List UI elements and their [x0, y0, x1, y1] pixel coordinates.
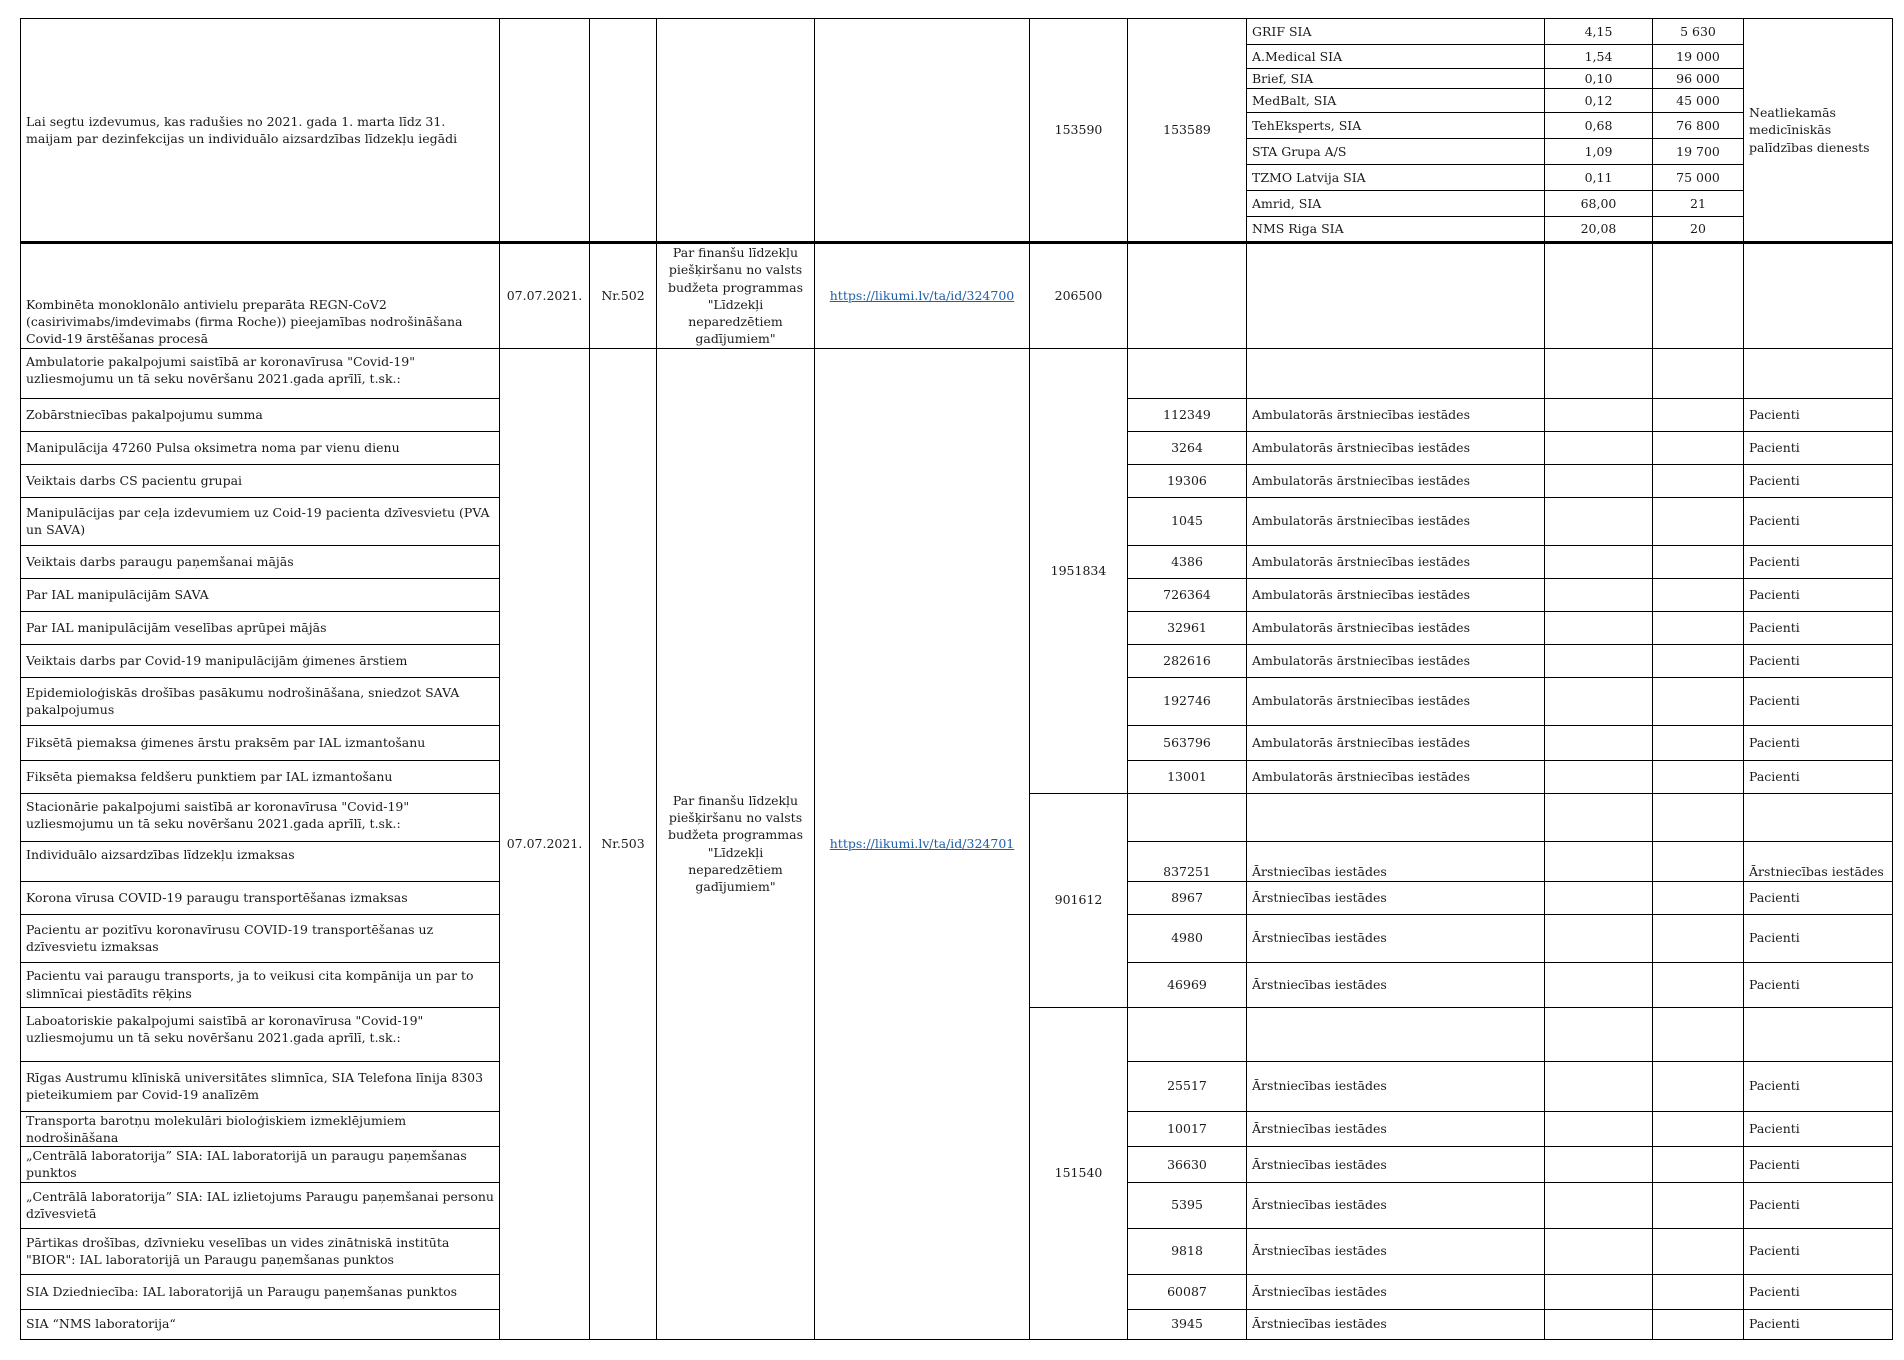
qty-cell	[1653, 497, 1744, 545]
line-item-desc: Pacientu ar pozitīvu koronavīrusu COVID-19 transportēšanas uz dzīvesvietu izmaksas	[21, 914, 500, 962]
line-item-beneficiary: Pacienti	[1744, 881, 1893, 914]
row-description: Lai segtu izdevumus, kas radušies no 2021. gada 1. marta līdz 31. maijam par dezinfekcijas un individuālo aizsardzības līdzekļu iegādi	[21, 19, 500, 243]
line-item-amount: 13001	[1128, 760, 1247, 793]
line-item-amount: 4386	[1128, 545, 1247, 578]
price-cell	[1545, 1182, 1653, 1228]
line-item-institution: Ambulatorās ārstniecības iestādes	[1247, 545, 1545, 578]
price-cell	[1545, 431, 1653, 464]
supplier-price: 20,08	[1545, 217, 1653, 243]
supplier-qty: 76 800	[1653, 113, 1744, 139]
line-item-beneficiary: Pacienti	[1744, 962, 1893, 1007]
supplier-price: 0,10	[1545, 69, 1653, 89]
price-cell	[1545, 611, 1653, 644]
qty-cell	[1653, 348, 1744, 398]
qty-cell	[1653, 1007, 1744, 1061]
line-item-amount: 46969	[1128, 962, 1247, 1007]
line-item-amount: 5395	[1128, 1182, 1247, 1228]
decision-title: Par finanšu līdzekļu piešķiršanu no valsts budžeta programmas "Līdzekļi neparedzētiem gadījumiem"	[657, 348, 815, 1339]
recipient-cell	[1744, 243, 1893, 349]
price-cell	[1545, 1309, 1653, 1339]
supplier-price: 1,54	[1545, 45, 1653, 69]
line-item-institution: Ambulatorās ārstniecības iestādes	[1247, 725, 1545, 760]
line-item-amount: 36630	[1128, 1147, 1247, 1183]
qty-cell	[1653, 914, 1744, 962]
price-cell	[1545, 841, 1653, 881]
supplier-name: TZMO Latvija SIA	[1247, 165, 1545, 191]
price-cell	[1545, 243, 1653, 349]
supplier-name: Brief, SIA	[1247, 69, 1545, 89]
qty-cell	[1653, 431, 1744, 464]
line-item-amount: 563796	[1128, 725, 1247, 760]
line-item-amount: 32961	[1128, 611, 1247, 644]
qty-cell	[1653, 464, 1744, 497]
amount-cell	[1128, 793, 1247, 841]
line-item-desc: Pārtikas drošības, dzīvnieku veselības un vides zinātniskā institūta "BIOR": IAL laboratorijā un Paraugu paņemšanas punktos	[21, 1228, 500, 1274]
line-item-amount: 9818	[1128, 1228, 1247, 1274]
qty-cell	[1653, 578, 1744, 611]
line-item-institution: Ārstniecības iestādes	[1247, 1147, 1545, 1183]
qty-cell	[1653, 1147, 1744, 1183]
supplier-name: Amrid, SIA	[1247, 191, 1545, 217]
line-item-beneficiary: Pacienti	[1744, 644, 1893, 677]
line-item-desc: Veiktais darbs paraugu paņemšanai mājās	[21, 545, 500, 578]
qty-cell	[1653, 1309, 1744, 1339]
price-cell	[1545, 677, 1653, 725]
decision-link[interactable]: https://likumi.lv/ta/id/324701	[829, 835, 1015, 851]
price-cell	[1545, 760, 1653, 793]
total-amount: 153590	[1030, 19, 1128, 243]
line-item-institution: Ārstniecības iestādes	[1247, 1228, 1545, 1274]
qty-cell	[1653, 243, 1744, 349]
line-item-beneficiary: Pacienti	[1744, 1182, 1893, 1228]
qty-cell	[1653, 881, 1744, 914]
line-item-beneficiary: Pacienti	[1744, 914, 1893, 962]
beneficiary-cell	[1744, 1007, 1893, 1061]
price-cell	[1545, 398, 1653, 431]
line-item-desc: Rīgas Austrumu klīniskā universitātes slimnīca, SIA Telefona līnija 8303 pieteikumiem par Covid-19 analīzēm	[21, 1061, 500, 1111]
institution-cell	[1247, 793, 1545, 841]
price-cell	[1545, 914, 1653, 962]
line-item-beneficiary: Pacienti	[1744, 1274, 1893, 1309]
line-item-institution: Ambulatorās ārstniecības iestādes	[1247, 398, 1545, 431]
line-item-beneficiary: Pacienti	[1744, 760, 1893, 793]
line-item-beneficiary: Pacienti	[1744, 725, 1893, 760]
decision-link[interactable]: https://likumi.lv/ta/id/324700	[829, 288, 1015, 304]
line-item-beneficiary: Pacienti	[1744, 545, 1893, 578]
line-item-institution: Ambulatorās ārstniecības iestādes	[1247, 611, 1545, 644]
line-item-desc: Veiktais darbs CS pacientu grupai	[21, 464, 500, 497]
qty-cell	[1653, 841, 1744, 881]
line-item-amount: 8967	[1128, 881, 1247, 914]
line-item-amount: 60087	[1128, 1274, 1247, 1309]
qty-cell	[1653, 725, 1744, 760]
line-item-desc: Epidemioloģiskās drošības pasākumu nodrošināšana, sniedzot SAVA pakalpojumus	[21, 677, 500, 725]
amount-cell	[1128, 348, 1247, 398]
line-item-institution: Ambulatorās ārstniecības iestādes	[1247, 644, 1545, 677]
line-item-amount: 837251	[1128, 841, 1247, 881]
price-cell	[1545, 1061, 1653, 1111]
decision-title: Par finanšu līdzekļu piešķiršanu no valsts budžeta programmas "Līdzekļi neparedzētiem gadījumiem"	[657, 243, 815, 349]
price-cell	[1545, 962, 1653, 1007]
line-item-beneficiary: Pacienti	[1744, 431, 1893, 464]
price-cell	[1545, 725, 1653, 760]
qty-cell	[1653, 1061, 1744, 1111]
institution-cell	[1247, 1007, 1545, 1061]
price-cell	[1545, 1147, 1653, 1183]
spent-amount: 153589	[1128, 19, 1247, 243]
line-item-institution: Ārstniecības iestādes	[1247, 962, 1545, 1007]
supplier-qty: 5 630	[1653, 19, 1744, 45]
supplier-qty: 19 700	[1653, 139, 1744, 165]
supplier-price: 0,12	[1545, 89, 1653, 113]
line-item-institution: Ārstniecības iestādes	[1247, 1182, 1545, 1228]
line-item-beneficiary: Pacienti	[1744, 464, 1893, 497]
price-cell	[1545, 545, 1653, 578]
price-cell	[1545, 793, 1653, 841]
price-cell	[1545, 578, 1653, 611]
spent-amount	[1128, 243, 1247, 349]
supplier-qty: 75 000	[1653, 165, 1744, 191]
price-cell	[1545, 644, 1653, 677]
line-item-beneficiary: Pacienti	[1744, 1309, 1893, 1339]
line-item-beneficiary: Pacienti	[1744, 1147, 1893, 1183]
line-item-desc: „Centrālā laboratorija” SIA: IAL izlietojums Paraugu paņemšanai personu dzīvesvietā	[21, 1182, 500, 1228]
line-item-desc: Manipulācijas par ceļa izdevumiem uz Coid-19 pacienta dzīvesvietu (PVA un SAVA)	[21, 497, 500, 545]
line-item-institution: Ārstniecības iestādes	[1247, 841, 1545, 881]
line-item-beneficiary: Pacienti	[1744, 497, 1893, 545]
institution-cell	[1247, 348, 1545, 398]
supplier-qty: 96 000	[1653, 69, 1744, 89]
supplier-name: NMS Riga SIA	[1247, 217, 1545, 243]
line-item-desc: „Centrālā laboratorija” SIA: IAL laboratorijā un paraugu paņemšanas punktos	[21, 1147, 500, 1183]
qty-cell	[1653, 545, 1744, 578]
line-item-desc: Pacientu vai paraugu transports, ja to veikusi cita kompānija un par to slimnīcai piestādīts rēķins	[21, 962, 500, 1007]
price-cell	[1545, 497, 1653, 545]
number-cell	[590, 19, 657, 243]
link-cell	[815, 19, 1030, 243]
supplier-price: 4,15	[1545, 19, 1653, 45]
line-item-desc: Par IAL manipulācijām veselības aprūpei mājās	[21, 611, 500, 644]
decision-date: 07.07.2021.	[500, 348, 590, 1339]
qty-cell	[1653, 611, 1744, 644]
qty-cell	[1653, 1228, 1744, 1274]
line-item-desc: Korona vīrusa COVID-19 paraugu transportēšanas izmaksas	[21, 881, 500, 914]
qty-cell	[1653, 398, 1744, 431]
date-cell	[500, 19, 590, 243]
section-total-laboratory: 151540	[1030, 1007, 1128, 1339]
line-item-desc: SIA “NMS laboratorija“	[21, 1309, 500, 1339]
decision-date: 07.07.2021.	[500, 243, 590, 349]
line-item-amount: 19306	[1128, 464, 1247, 497]
line-item-desc: SIA Dziedniecība: IAL laboratorijā un Paraugu paņemšanas punktos	[21, 1274, 500, 1309]
qty-cell	[1653, 1274, 1744, 1309]
line-item-institution: Ambulatorās ārstniecības iestādes	[1247, 760, 1545, 793]
line-item-beneficiary: Pacienti	[1744, 1111, 1893, 1147]
line-item-beneficiary: Pacienti	[1744, 611, 1893, 644]
price-cell	[1545, 348, 1653, 398]
line-item-amount: 726364	[1128, 578, 1247, 611]
qty-cell	[1653, 760, 1744, 793]
line-item-beneficiary: Pacienti	[1744, 677, 1893, 725]
supplier-name: GRIF SIA	[1247, 19, 1545, 45]
line-item-amount: 3264	[1128, 431, 1247, 464]
line-item-desc: Individuālo aizsardzības līdzekļu izmaksas	[21, 841, 500, 881]
price-cell	[1545, 464, 1653, 497]
supplier-price: 1,09	[1545, 139, 1653, 165]
qty-cell	[1653, 677, 1744, 725]
line-item-amount: 25517	[1128, 1061, 1247, 1111]
line-item-institution: Ārstniecības iestādes	[1247, 1274, 1545, 1309]
line-item-desc: Par IAL manipulācijām SAVA	[21, 578, 500, 611]
section-header-laboratory: Laboatoriskie pakalpojumi saistībā ar koronavīrusa "Covid-19" uzliesmojumu un tā seku novēršanu 2021.gada aprīlī, t.sk.:	[21, 1007, 500, 1061]
section-total-stationary: 901612	[1030, 793, 1128, 1007]
supplier-name: STA Grupa A/S	[1247, 139, 1545, 165]
supplier-qty: 45 000	[1653, 89, 1744, 113]
price-cell	[1545, 1007, 1653, 1061]
qty-cell	[1653, 962, 1744, 1007]
supplier-price: 0,11	[1545, 165, 1653, 191]
section-header-stationary: Stacionārie pakalpojumi saistībā ar koronavīrusa "Covid-19" uzliesmojumu un tā seku novēršanu 2021.gada aprīlī, t.sk.:	[21, 793, 500, 841]
line-item-institution: Ārstniecības iestādes	[1247, 1309, 1545, 1339]
decision-link-cell	[815, 348, 1030, 1339]
decision-link-cell	[815, 243, 1030, 349]
qty-cell	[1653, 793, 1744, 841]
beneficiary-cell	[1744, 793, 1893, 841]
price-cell	[1545, 1111, 1653, 1147]
line-item-amount: 4980	[1128, 914, 1247, 962]
line-item-institution: Ambulatorās ārstniecības iestādes	[1247, 497, 1545, 545]
line-item-institution: Ārstniecības iestādes	[1247, 914, 1545, 962]
line-item-desc: Zobārstniecības pakalpojumu summa	[21, 398, 500, 431]
supplier-name: MedBalt, SIA	[1247, 89, 1545, 113]
amount-cell	[1128, 1007, 1247, 1061]
price-cell	[1545, 1228, 1653, 1274]
institution-cell	[1247, 243, 1545, 349]
line-item-institution: Ambulatorās ārstniecības iestādes	[1247, 431, 1545, 464]
funding-table	[20, 18, 1893, 1340]
line-item-beneficiary: Pacienti	[1744, 1061, 1893, 1111]
line-item-institution: Ārstniecības iestādes	[1247, 881, 1545, 914]
line-item-institution: Ambulatorās ārstniecības iestādes	[1247, 677, 1545, 725]
qty-cell	[1653, 644, 1744, 677]
supplier-qty: 21	[1653, 191, 1744, 217]
line-item-desc: Veiktais darbs par Covid-19 manipulācijām ģimenes ārstiem	[21, 644, 500, 677]
line-item-desc: Transporta barotņu molekulāri bioloģiskiem izmeklējumiem nodrošināšana	[21, 1111, 500, 1147]
decision-number: Nr.503	[590, 348, 657, 1339]
supplier-qty: 20	[1653, 217, 1744, 243]
price-cell	[1545, 881, 1653, 914]
line-item-desc: Manipulācija 47260 Pulsa oksimetra noma par vienu dienu	[21, 431, 500, 464]
line-item-institution: Ambulatorās ārstniecības iestādes	[1247, 578, 1545, 611]
total-amount: 206500	[1030, 243, 1128, 349]
qty-cell	[1653, 1182, 1744, 1228]
line-item-beneficiary: Pacienti	[1744, 1228, 1893, 1274]
line-item-amount: 1045	[1128, 497, 1247, 545]
beneficiary-cell	[1744, 348, 1893, 398]
title-cell	[657, 19, 815, 243]
decision-number: Nr.502	[590, 243, 657, 349]
recipient-cell: Neatliekamās medicīniskās palīdzības dienests	[1744, 19, 1893, 243]
line-item-institution: Ambulatorās ārstniecības iestādes	[1247, 464, 1545, 497]
line-item-amount: 112349	[1128, 398, 1247, 431]
line-item-amount: 282616	[1128, 644, 1247, 677]
qty-cell	[1653, 1111, 1744, 1147]
price-cell	[1545, 1274, 1653, 1309]
line-item-amount: 10017	[1128, 1111, 1247, 1147]
line-item-beneficiary: Ārstniecības iestādes	[1744, 841, 1893, 881]
line-item-amount: 192746	[1128, 677, 1247, 725]
supplier-name: A.Medical SIA	[1247, 45, 1545, 69]
line-item-desc: Fiksēta piemaksa feldšeru punktiem par IAL izmantošanu	[21, 760, 500, 793]
supplier-qty: 19 000	[1653, 45, 1744, 69]
supplier-price: 0,68	[1545, 113, 1653, 139]
section-header-ambulatory: Ambulatorie pakalpojumi saistībā ar koronavīrusa "Covid-19" uzliesmojumu un tā seku novēršanu 2021.gada aprīlī, t.sk.:	[21, 348, 500, 398]
section-total-ambulatory: 1951834	[1030, 348, 1128, 793]
supplier-price: 68,00	[1545, 191, 1653, 217]
supplier-name: TehEksperts, SIA	[1247, 113, 1545, 139]
row-description: Kombinēta monoklonālo antivielu preparāta REGN-CoV2 (casirivimabs/imdevimabs (firma Roche)) pieejamības nodrošināšana Covid-19 ārstēšanas procesā	[21, 243, 500, 349]
line-item-beneficiary: Pacienti	[1744, 578, 1893, 611]
line-item-institution: Ārstniecības iestādes	[1247, 1111, 1545, 1147]
line-item-desc: Fiksētā piemaksa ģimenes ārstu praksēm par IAL izmantošanu	[21, 725, 500, 760]
line-item-amount: 3945	[1128, 1309, 1247, 1339]
line-item-institution: Ārstniecības iestādes	[1247, 1061, 1545, 1111]
line-item-beneficiary: Pacienti	[1744, 398, 1893, 431]
